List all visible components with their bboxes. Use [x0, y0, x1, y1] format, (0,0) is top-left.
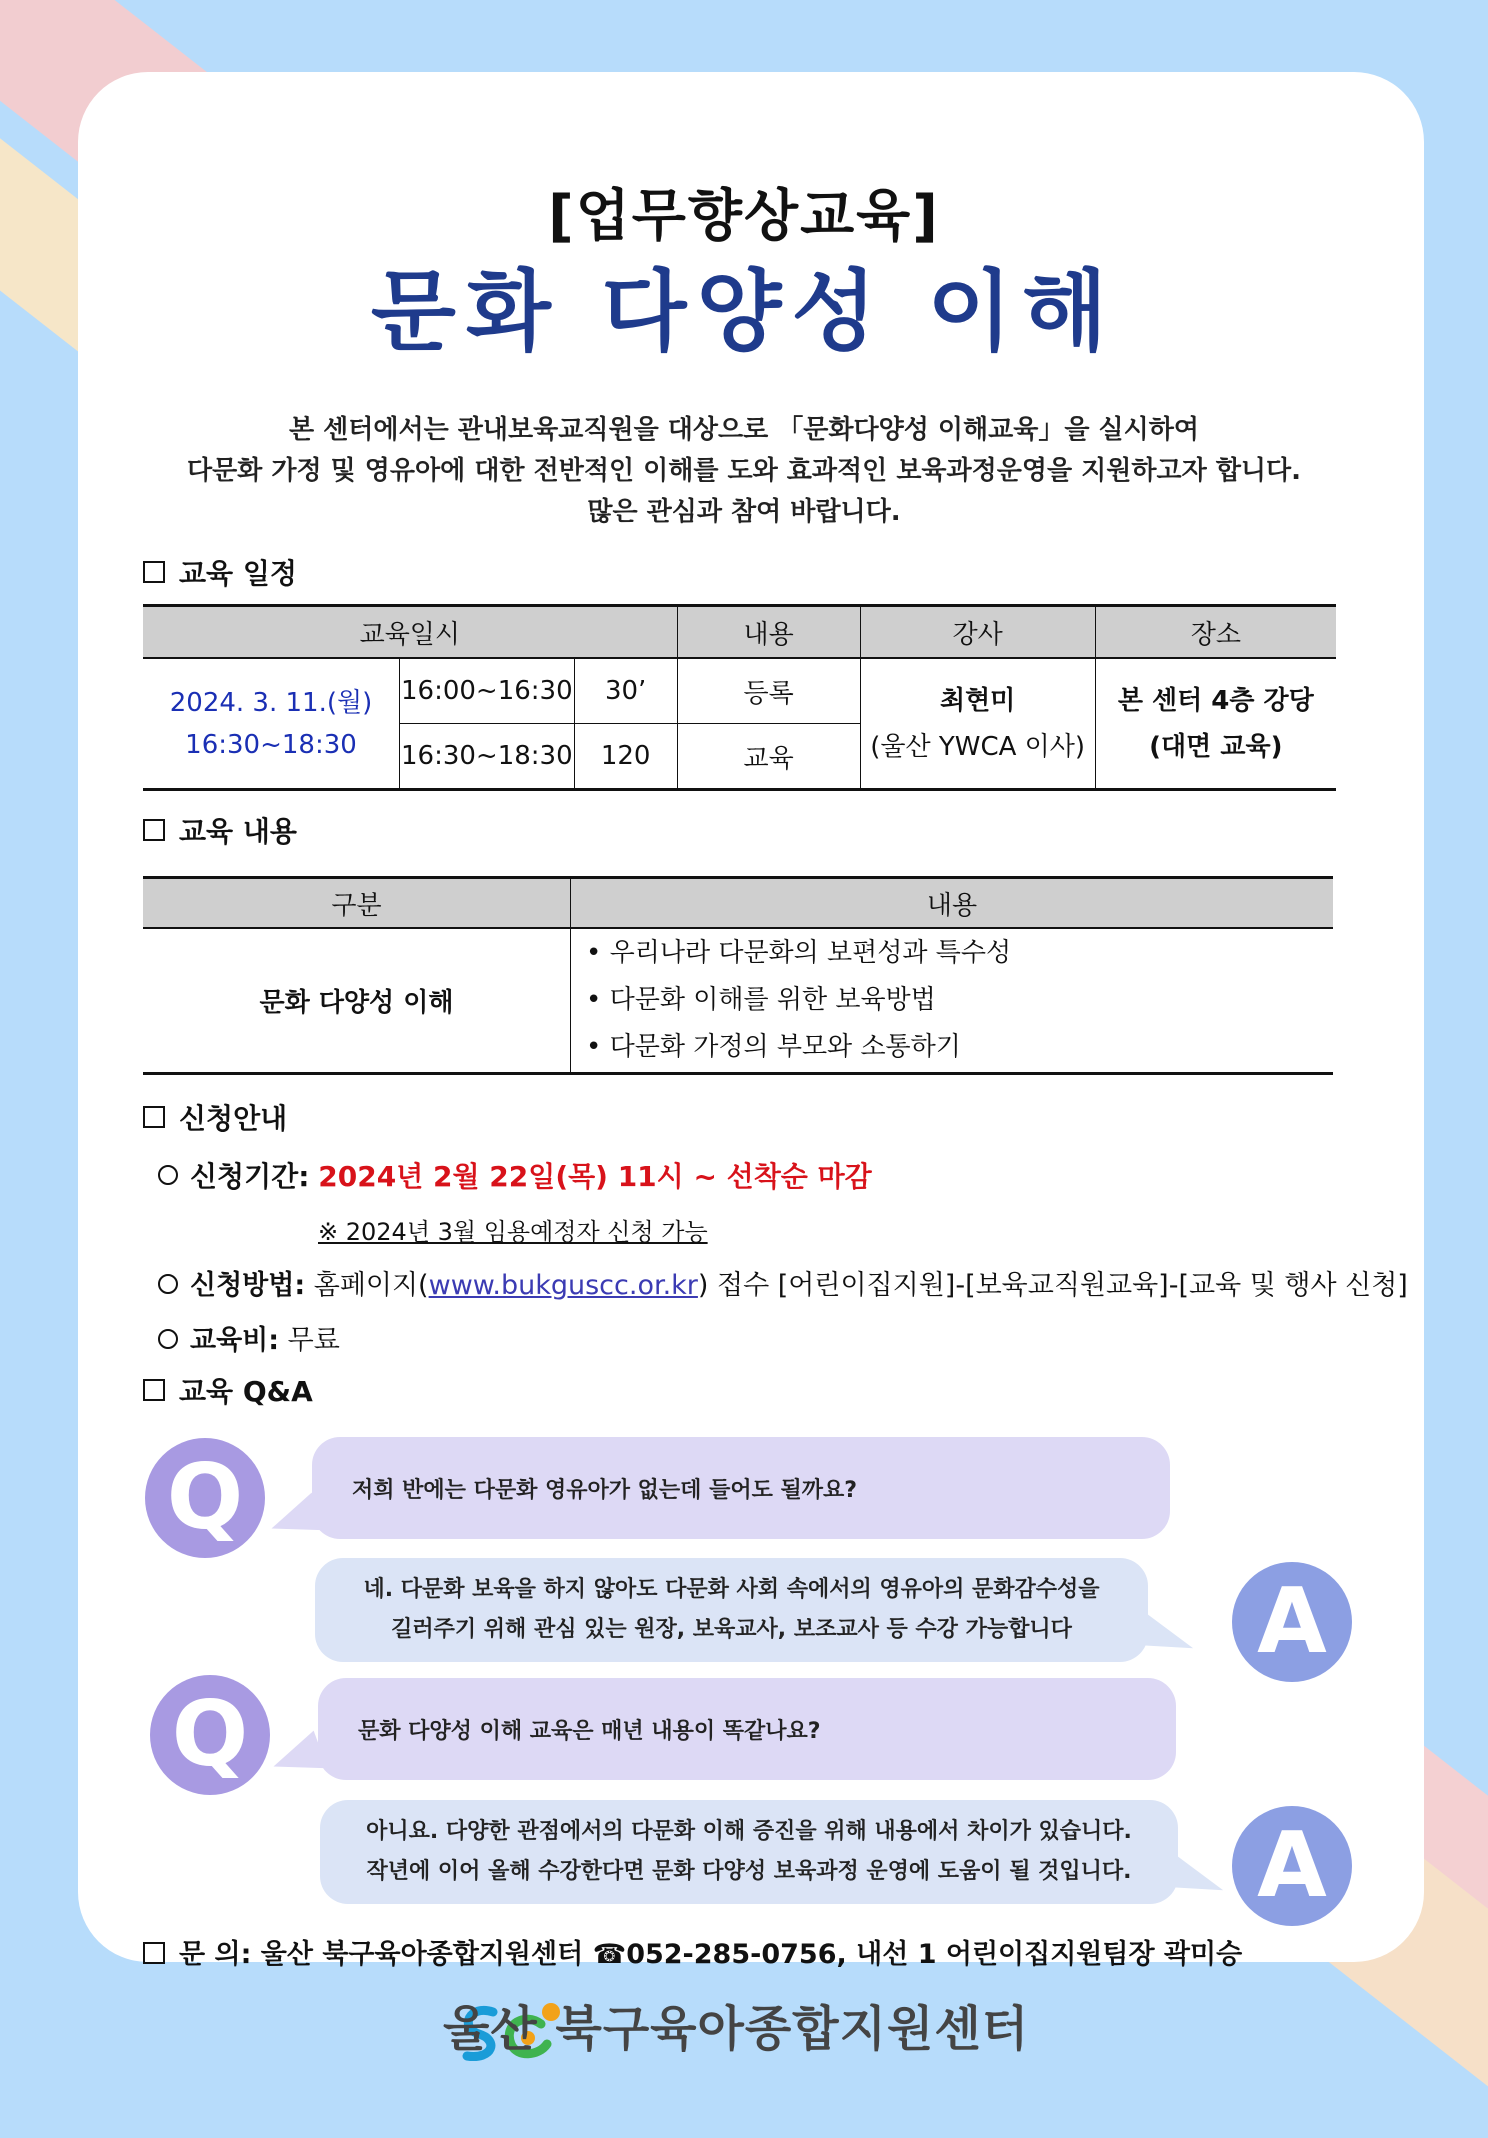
table-header: 강사	[860, 606, 1095, 659]
section-label: 교육 Q&A	[179, 1375, 313, 1408]
list-item: • 다문화 이해를 위한 보육방법	[586, 985, 936, 1015]
schedule-minutes: 30’	[574, 658, 677, 724]
apply-note: ※ 2024년 3월 임용예정자 신청 가능	[318, 1218, 708, 1246]
question-icon: Q	[145, 1438, 265, 1558]
checkbox-square-icon	[143, 561, 165, 583]
schedule-time: 16:30~18:30	[400, 724, 575, 790]
place-type: (대면 교육)	[1149, 731, 1283, 762]
list-item: • 우리나라 다문화의 보편성과 특수성	[586, 938, 1012, 968]
answer-bubble	[320, 1800, 1178, 1904]
schedule-content: 교육	[677, 724, 860, 790]
answer-icon: A	[1232, 1562, 1352, 1682]
instructor-name: 최현미	[939, 685, 1016, 716]
intro-line: 다문화 가정 및 영유아에 대한 전반적인 이해를 도와 효과적인 보육과정운영을 지원하고자 합니다.	[186, 456, 1302, 486]
intro-line: 본 센터에서는 관내보육교직원을 대상으로 「문화다양성 이해교육」을 실시하여	[288, 415, 1200, 445]
checkbox-square-icon	[143, 1106, 165, 1128]
schedule-time: 16:00~16:30	[400, 658, 575, 724]
circle-bullet-icon	[158, 1329, 178, 1349]
date-text: 2024. 3. 11.(월)	[169, 687, 373, 718]
list-item: • 다문화 가정의 부모와 소통하기	[586, 1032, 961, 1062]
time-text: 16:30~18:30	[185, 729, 357, 760]
homepage-link[interactable]: www.bukguscc.or.kr	[428, 1270, 698, 1301]
content-table	[143, 876, 1333, 1075]
method-label: 신청방법:	[190, 1270, 306, 1301]
method-text: 홈페이지(	[313, 1270, 429, 1301]
subtitle: [업무향상교육]	[548, 184, 940, 249]
intro-text	[0, 410, 1488, 533]
schedule-date	[143, 658, 400, 790]
method-text: ) 접수 [어린이집지원]-[보육교직원교육]-[교육 및 행사 신청]	[697, 1270, 1408, 1301]
table-header: 내용	[571, 878, 1334, 929]
answer-text: 네. 다문화 보육을 하지 않아도 다문화 사회 속에서의 영유아의 문화감수성을	[363, 1577, 1100, 1602]
answer-icon: A	[1232, 1806, 1352, 1926]
question-text: 저희 반에는 다문화 영유아가 없는데 들어도 될까요?	[352, 1477, 858, 1503]
table-header: 구분	[143, 878, 571, 929]
question-bubble	[312, 1437, 1170, 1539]
section-schedule-heading	[143, 552, 297, 592]
page-title: 문화 다양성 이해	[370, 260, 1118, 363]
intro-line: 많은 관심과 참여 바랍니다.	[587, 497, 901, 527]
section-label: 신청안내	[179, 1102, 288, 1135]
table-header: 장소	[1095, 606, 1336, 659]
checkbox-square-icon	[143, 1379, 165, 1401]
section-label: 교육 일정	[179, 557, 297, 590]
section-label: 교육 내용	[179, 815, 297, 848]
fee-label: 교육비:	[190, 1325, 280, 1356]
content-items	[571, 928, 1334, 1074]
answer-text: 작년에 이어 올해 수강한다면 문화 다양성 보육과정 운영에 도움이 될 것입니다.	[366, 1859, 1132, 1884]
contact-label: 문 의:	[179, 1939, 252, 1970]
contact-line	[143, 1932, 1242, 1971]
answer-text: 아니요. 다양한 관점에서의 다문화 이해 증진을 위해 내용에서 차이가 있습니다.	[366, 1819, 1132, 1844]
circle-bullet-icon	[158, 1274, 178, 1294]
schedule-content: 등록	[677, 658, 860, 724]
apply-period	[158, 1155, 872, 1195]
fee-value: 무료	[287, 1325, 340, 1356]
checkbox-square-icon	[143, 819, 165, 841]
checkbox-square-icon	[143, 1942, 165, 1964]
period-value: 2024년 2월 22일(목) 11시 ~ 선착순 마감	[318, 1160, 872, 1193]
section-qa-heading	[143, 1370, 313, 1410]
table-row	[143, 928, 1333, 1074]
schedule-table	[143, 604, 1336, 791]
instructor-title: (울산 YWCA 이사)	[870, 731, 1086, 762]
org-name: 울산 북구육아종합지원센터	[443, 2001, 1030, 2057]
table-header: 내용	[677, 606, 860, 659]
section-content-heading	[143, 810, 297, 850]
period-label: 신청기간:	[190, 1160, 310, 1193]
schedule-minutes: 120	[574, 724, 677, 790]
instructor	[860, 658, 1095, 790]
answer-bubble	[315, 1558, 1148, 1662]
section-apply-heading	[143, 1097, 287, 1137]
apply-fee	[158, 1318, 340, 1357]
content-category: 문화 다양성 이해	[259, 988, 454, 1018]
contact-text: 울산 북구육아종합지원센터 ☎052-285-0756, 내선 1 어린이집지원팀장 곽미승	[260, 1939, 1243, 1970]
table-row	[143, 658, 1336, 724]
table-header: 교육일시	[143, 606, 677, 659]
question-bubble	[318, 1678, 1176, 1780]
place	[1095, 658, 1336, 790]
apply-method	[158, 1263, 1408, 1302]
place-name: 본 센터 4층 강당	[1117, 685, 1314, 716]
circle-bullet-icon	[158, 1165, 178, 1185]
answer-text: 길러주기 위해 관심 있는 원장, 보육교사, 보조교사 등 수강 가능합니다	[391, 1617, 1072, 1642]
question-icon: Q	[150, 1675, 270, 1795]
question-text: 문화 다양성 이해 교육은 매년 내용이 똑같나요?	[358, 1718, 821, 1744]
